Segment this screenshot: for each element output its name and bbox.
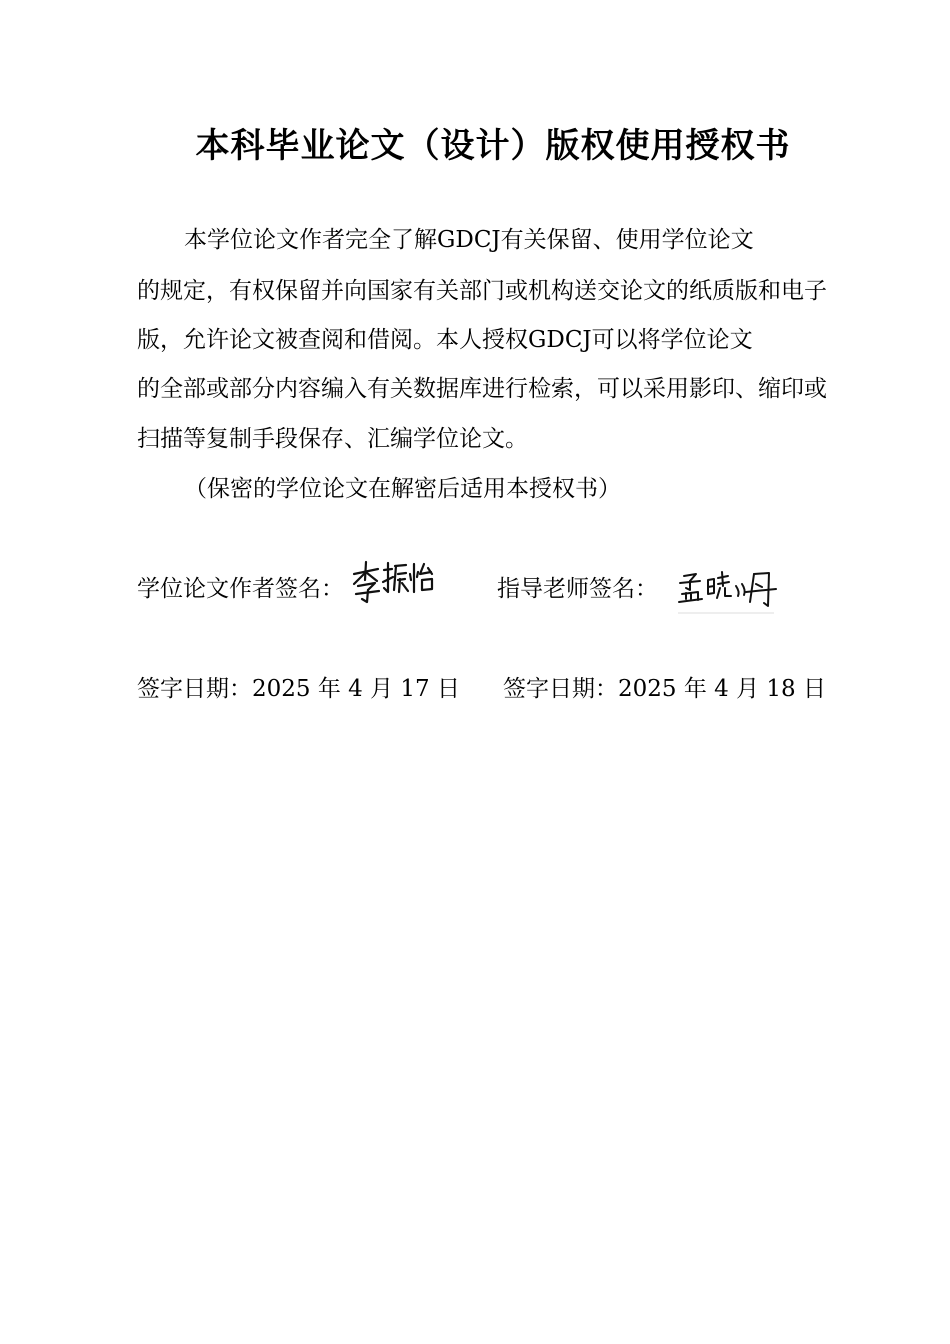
document-title: 本科毕业论文（设计）版权使用授权书 bbox=[195, 126, 791, 166]
advisor-signing-date: 签字日期：2025 年 4 月 18 日 bbox=[503, 676, 826, 702]
author-handwritten-signature bbox=[348, 556, 438, 608]
confidentiality-note: （保密的学位论文在解密后适用本授权书） bbox=[184, 476, 621, 502]
body-line-3: 版，允许论文被查阅和借阅。本人授权GDCJ可以将学位论文 bbox=[137, 327, 753, 353]
body-line-5: 扫描等复制手段保存、汇编学位论文。 bbox=[137, 426, 528, 452]
body-line-2: 的规定，有权保留并向国家有关部门或机构送交论文的纸质版和电子 bbox=[137, 278, 827, 304]
body-line-1: 本学位论文作者完全了解GDCJ有关保留、使用学位论文 bbox=[184, 227, 754, 253]
body-line-4: 的全部或部分内容编入有关数据库进行检索，可以采用影印、缩印或 bbox=[137, 376, 827, 402]
author-signature-label: 学位论文作者签名： bbox=[137, 576, 344, 602]
author-signing-date: 签字日期：2025 年 4 月 17 日 bbox=[137, 676, 460, 702]
advisor-handwritten-signature bbox=[676, 566, 780, 616]
advisor-signature-label: 指导老师签名： bbox=[497, 576, 658, 602]
